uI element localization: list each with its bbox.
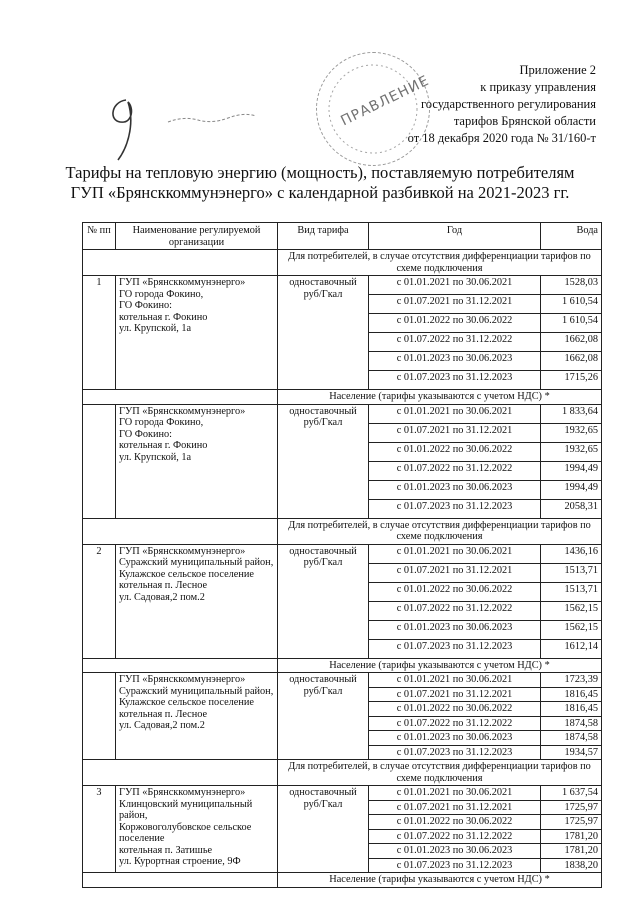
period-cell: с 01.07.2023 по 31.12.2023 — [369, 858, 541, 873]
section-row — [83, 390, 602, 405]
section-label: Население (тарифы указываются с учетом НДС) * — [278, 873, 602, 888]
period-cell: с 01.01.2021 по 30.06.2021 — [369, 786, 541, 801]
section-label: Для потребителей, в случае отсутствия дифференциации тарифов по схеме подключения — [278, 250, 602, 276]
header-tariff: Вид тарифа — [278, 223, 369, 250]
section-label: Для потребителей, в случае отсутствия дифференциации тарифов по схеме подключения — [278, 760, 602, 786]
value-cell: 1715,26 — [541, 371, 602, 390]
value-cell: 1816,45 — [541, 687, 602, 702]
period-cell: с 01.01.2021 по 30.06.2021 — [369, 544, 541, 563]
value-cell: 1723,39 — [541, 673, 602, 688]
section-blank-cell — [83, 873, 278, 888]
value-cell: 1 637,54 — [541, 786, 602, 801]
tariff-type: одноставочный руб/Гкал — [278, 673, 369, 760]
value-cell: 1 833,64 — [541, 404, 602, 423]
period-cell: с 01.07.2023 по 31.12.2023 — [369, 371, 541, 390]
section-row — [83, 873, 602, 888]
section-blank-cell — [83, 760, 278, 786]
period-cell: с 01.01.2021 по 30.06.2021 — [369, 673, 541, 688]
row-number — [83, 673, 116, 760]
section-row — [83, 760, 602, 786]
row-number: 1 — [83, 276, 116, 390]
value-cell: 1662,08 — [541, 333, 602, 352]
value-cell: 1436,16 — [541, 544, 602, 563]
row-number: 3 — [83, 786, 116, 873]
section-label: Для потребителей, в случае отсутствия дифференциации тарифов по схеме подключения — [278, 518, 602, 544]
section-label: Население (тарифы указываются с учетом НДС) * — [278, 658, 602, 673]
period-cell: с 01.07.2023 по 31.12.2023 — [369, 745, 541, 760]
value-cell: 1513,71 — [541, 563, 602, 582]
period-cell: с 01.01.2022 по 30.06.2022 — [369, 314, 541, 333]
row-number — [83, 404, 116, 518]
period-cell: с 01.01.2022 по 30.06.2022 — [369, 442, 541, 461]
organization-name: ГУП «Брянсккоммунэнерго» Клинцовский муниципальный район, Коржовоголубовское сельское поселение котельная п. Затишье ул. Курортная строение, 9Ф — [116, 786, 278, 873]
section-label: Население (тарифы указываются с учетом НДС) * — [278, 390, 602, 405]
header-value: Вода — [541, 223, 602, 250]
stamp-text: ПРАВЛЕНИЕ — [338, 72, 433, 130]
period-cell: с 01.01.2023 по 30.06.2023 — [369, 352, 541, 371]
period-cell: с 01.01.2022 по 30.06.2022 — [369, 582, 541, 601]
section-row — [83, 518, 602, 544]
tariff-type: одноставочный руб/Гкал — [278, 276, 369, 390]
value-cell: 1838,20 — [541, 858, 602, 873]
period-cell: с 01.07.2022 по 31.12.2022 — [369, 461, 541, 480]
table-row — [83, 276, 602, 295]
value-cell: 2058,31 — [541, 499, 602, 518]
annex-line: тарифов Брянской области — [453, 114, 596, 128]
annex-line: государственного регулирования — [420, 97, 596, 111]
period-cell: с 01.07.2021 по 31.12.2021 — [369, 800, 541, 815]
period-cell: с 01.01.2023 по 30.06.2023 — [369, 844, 541, 859]
annex-header — [356, 62, 596, 147]
table-body — [83, 250, 602, 888]
period-cell: с 01.01.2022 по 30.06.2022 — [369, 702, 541, 717]
organization-name: ГУП «Брянсккоммунэнерго» ГО города Фокино, ГО Фокино: котельная г. Фокино ул. Крупской, 1а — [116, 276, 278, 390]
value-cell: 1 610,54 — [541, 295, 602, 314]
period-cell: с 01.01.2021 по 30.06.2021 — [369, 276, 541, 295]
value-cell: 1612,14 — [541, 639, 602, 658]
section-blank-cell — [83, 658, 278, 673]
period-cell: с 01.07.2021 по 31.12.2021 — [369, 687, 541, 702]
period-cell: с 01.07.2022 по 31.12.2022 — [369, 829, 541, 844]
header-num: № пп — [83, 223, 116, 250]
signature — [88, 86, 278, 166]
annex-line: Приложение 2 — [519, 63, 596, 77]
value-cell: 1874,58 — [541, 731, 602, 746]
value-cell: 1528,03 — [541, 276, 602, 295]
page-title — [0, 163, 640, 203]
table-row — [83, 404, 602, 423]
title-line: ГУП «Брянсккоммунэнерго» с календарной разбивкой на 2021-2023 гг. — [70, 183, 570, 202]
value-cell: 1816,45 — [541, 702, 602, 717]
value-cell: 1513,71 — [541, 582, 602, 601]
table-row — [83, 544, 602, 563]
value-cell: 1934,57 — [541, 745, 602, 760]
tariff-type: одноставочный руб/Гкал — [278, 786, 369, 873]
value-cell: 1994,49 — [541, 480, 602, 499]
value-cell: 1562,15 — [541, 620, 602, 639]
header-year: Год — [369, 223, 541, 250]
period-cell: с 01.01.2021 по 30.06.2021 — [369, 404, 541, 423]
period-cell: с 01.07.2022 по 31.12.2022 — [369, 333, 541, 352]
value-cell: 1562,15 — [541, 601, 602, 620]
value-cell: 1932,65 — [541, 442, 602, 461]
value-cell: 1662,08 — [541, 352, 602, 371]
period-cell: с 01.07.2022 по 31.12.2022 — [369, 716, 541, 731]
period-cell: с 01.01.2023 по 30.06.2023 — [369, 620, 541, 639]
annex-line: к приказу управления — [480, 80, 596, 94]
period-cell: с 01.07.2023 по 31.12.2023 — [369, 639, 541, 658]
period-cell: с 01.07.2023 по 31.12.2023 — [369, 499, 541, 518]
section-blank-cell — [83, 518, 278, 544]
section-blank-cell — [83, 250, 278, 276]
organization-name: ГУП «Брянсккоммунэнерго» ГО города Фокино, ГО Фокино: котельная г. Фокино ул. Крупской, 1а — [116, 404, 278, 518]
table-row — [83, 673, 602, 688]
section-row — [83, 658, 602, 673]
organization-name: ГУП «Брянсккоммунэнерго» Суражский муниципальный район, Кулажское сельское поселение котельная п. Лесное ул. Садовая,2 пом.2 — [116, 673, 278, 760]
period-cell: с 01.07.2021 по 31.12.2021 — [369, 423, 541, 442]
table-header-row — [83, 223, 602, 250]
section-row — [83, 250, 602, 276]
value-cell: 1932,65 — [541, 423, 602, 442]
row-number: 2 — [83, 544, 116, 658]
period-cell: с 01.07.2022 по 31.12.2022 — [369, 601, 541, 620]
tariff-type: одноставочный руб/Гкал — [278, 544, 369, 658]
period-cell: с 01.01.2022 по 30.06.2022 — [369, 815, 541, 830]
value-cell: 1874,58 — [541, 716, 602, 731]
annex-line: от 18 декабря 2020 года № 31/160-т — [407, 131, 596, 145]
value-cell: 1781,20 — [541, 844, 602, 859]
value-cell: 1994,49 — [541, 461, 602, 480]
title-line: Тарифы на тепловую энергию (мощность), поставляемую потребителям — [65, 163, 575, 182]
value-cell: 1725,97 — [541, 800, 602, 815]
period-cell: с 01.07.2021 по 31.12.2021 — [369, 563, 541, 582]
tariff-table — [82, 222, 602, 888]
period-cell: с 01.07.2021 по 31.12.2021 — [369, 295, 541, 314]
section-blank-cell — [83, 390, 278, 405]
table-row — [83, 786, 602, 801]
organization-name: ГУП «Брянсккоммунэнерго» Суражский муниципальный район, Кулажское сельское поселение котельная п. Лесное ул. Садовая,2 пом.2 — [116, 544, 278, 658]
period-cell: с 01.01.2023 по 30.06.2023 — [369, 480, 541, 499]
value-cell: 1781,20 — [541, 829, 602, 844]
period-cell: с 01.01.2023 по 30.06.2023 — [369, 731, 541, 746]
header-org: Наименование регулируемой организации — [116, 223, 278, 250]
tariff-type: одноставочный руб/Гкал — [278, 404, 369, 518]
value-cell: 1 610,54 — [541, 314, 602, 333]
value-cell: 1725,97 — [541, 815, 602, 830]
